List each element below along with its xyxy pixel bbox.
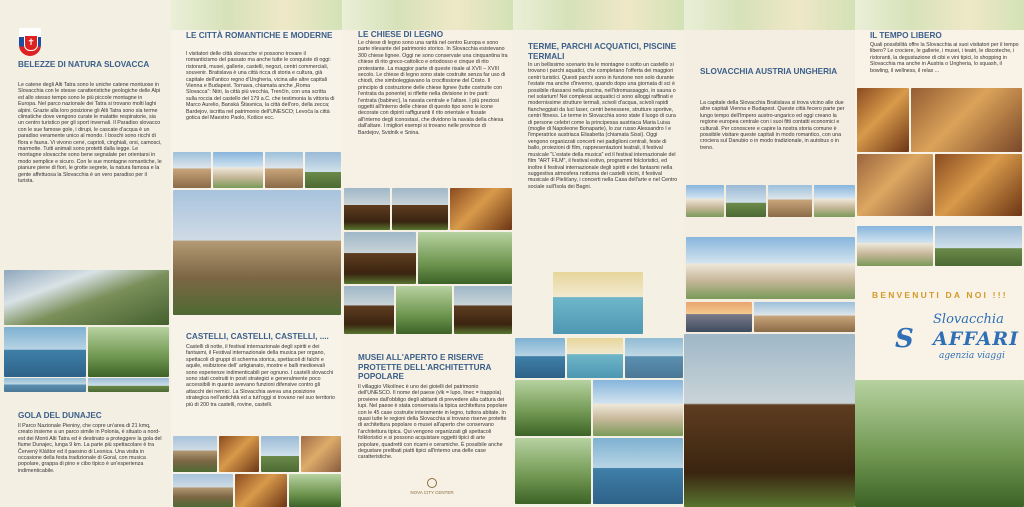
photo-wine-cellar (911, 88, 1022, 152)
photo-aquapark-3 (625, 338, 683, 378)
photo-spa-lady (553, 272, 643, 334)
heading-cities: LE CITTÀ ROMANTICHE E MODERNE (186, 31, 333, 40)
heading-spa: TERME, PARCHI ACQUATICI, PISCINE TERMALI (528, 42, 677, 61)
flowers-banner-5 (855, 0, 1024, 30)
photo-thermal-pool (593, 438, 683, 504)
photo-town-4 (305, 152, 341, 188)
photo-castle-1 (173, 436, 217, 472)
panel-cities (171, 0, 342, 507)
flowers-banner-4 (684, 0, 855, 30)
logo-initial: S (895, 324, 914, 354)
photo-castle-6 (289, 474, 341, 507)
badge-label: NOVA CITY CENTER (410, 490, 454, 495)
text-museums: Il villaggio Vlkolínec è uno dei gioielli del patrimonio dell'UNESCO. Il nome del paese (vlk = lupo, linec = trappola) proviene dall'obbligo degli abitanti di prevedere alla cattura dei lupi. Nel paese è stata conservata la tipica architettura popolare con le 45 case costruite interamente in legno, tuttora abitate. In quasi tutte le regioni della Slovacchia si trovano riserve protette di architettura popolare o musei all'aperto che conservano l'architettura tipica. Qui vengono organizzati gli spettacoli folkloristici e si possono acquistare oggetti tipici di arte popolare, quadretti con ricami e ceramiche. È possibile anche degustare prelibati piatti tipici all'interno una delle case caratteristiche. (358, 384, 508, 461)
logo-line1: Slovacchia (933, 312, 1004, 327)
photo-castle-2 (261, 436, 299, 472)
panel-churches (342, 0, 513, 507)
photo-rafting (4, 378, 86, 392)
photo-mountain-lake (4, 327, 86, 377)
photo-wooden-church-6 (396, 286, 452, 334)
photo-wooden-church-2 (392, 188, 448, 230)
photo-danube-evening (686, 302, 752, 332)
photo-castle-4 (173, 474, 233, 507)
photo-wooden-church-5 (344, 286, 394, 334)
photo-spa-building (593, 380, 683, 436)
photo-orava-castle (173, 190, 341, 315)
logo-line2: AFFARI (933, 328, 1020, 350)
photo-capital-1 (686, 185, 724, 217)
heading-castles: CASTELLI, CASTELLI, CASTELLI, .... (186, 332, 329, 341)
text-capitals: La capitale della Slovacchia Bratislava si trova vicino alle due altre capitali Vienna e Budapest. Queste città fecero parte per lungo tempo dell'Impero austro-ungarico ed oggi creano la regione europea centrale con i suoi fitti contatti economici e culturali. Per conoscere e capire la nostra storia comune è possibile visitare queste capitali in modo romantico, con una crociera sul Danubio o in modo tradizionale, in autobus o in treno. (700, 100, 845, 151)
photo-bar (857, 88, 909, 152)
photo-town-3 (265, 152, 303, 188)
slovakia-coat-of-arms-icon: ✝ (19, 28, 41, 56)
photo-restaurant (857, 154, 933, 216)
panel-capitals (684, 0, 855, 507)
text-leisure: Quali possibilità offre la Slovacchia ai suoi visitatori per il tempo libero? Le crociere, le gallerie, i musei, i teatri, le discoteche, i ristoranti, la degustazione di cibi e vini tipici, lo shopping in Slovacchia ma anche in Austria o Ungheria, lo squash, il bowling, il wellness, il relax ... (870, 42, 1019, 74)
city-center-icon (427, 478, 437, 488)
photo-cellar-restaurant (935, 154, 1022, 216)
photo-boat-cruise (935, 226, 1022, 266)
panel-spa (513, 0, 684, 507)
photo-wooden-house (684, 334, 855, 507)
photo-wooden-church-7 (454, 286, 512, 334)
text-castles: Castelli di notte, il festival internazionale degli spiriti e dei fantasmi, il Festival internazionale della musica per organo, spettacoli di gruppi di scherma storica, spettacoli di falchi e aquile, esibizione dell' artigianato, mostre e balli medioevali sono esperienze indimenticabili per ognuno. I castelli slovacchi sono stati costruiti in posti strategici e generalmente poco accessibili in quanto avevano funzioni difensive contro gli attacchi dei nemici. La Slovacchia aveva una posizione strategica nell'antichità ed a tutt'oggi si trovano nel suo territorio più di 200 tra castelli, rovine, castelli. (186, 344, 335, 408)
photo-capital-4 (814, 185, 855, 217)
nova-city-center-logo (402, 478, 462, 500)
photo-shopping (857, 226, 933, 266)
photo-valley (88, 327, 169, 377)
photo-wooden-church-1 (344, 188, 390, 230)
heading-leisure: IL TEMPO LIBERO (870, 31, 942, 40)
photo-village-houses (855, 380, 1024, 507)
heading-churches: LE CHIESE DI LEGNO (358, 30, 444, 39)
flowers-banner (171, 0, 342, 30)
photo-capital-3 (768, 185, 812, 217)
heading-museums: MUSEI ALL'APERTO E RISERVE PROTETTE DELL'ARCHITETTURA POPOLARE (358, 353, 492, 381)
flowers-banner-3 (513, 0, 684, 30)
photo-town-2 (213, 152, 263, 188)
text-churches: Le chiese di legno sono una rarità nel centro Europa e sono parte rilevante del patrimonio storico. In Slovacchia esistevano 300 chiese lignee. Oggi ne sono conservate una cinquantina tra chiese di rito greco-cattolico e ortodosso e cinque di rito protestante. La maggior parte di queste risale al XVII – XVIII secolo. Le chiese di legno sono state costruite senza far uso di chiodi, che simboleggiavano la crocifissione del Cristo. Il principio di costruzione delle chiese lignee (tutte costruite con l'entrata da ponente) si riflette nella divisione in tre parti: l'entrata (babinec), la navata centrale e l'altare. I più preziosi oggetti all'interno delle chiese di questo tipo sono le icone decorate con dipinti raffiguranti il rito orientale e fissate all'interno degli iconostasi, che dividono la navata della chiesa dall'altare. I migliori esempi si trovano nelle province di Bardejov, Svidník e Snina. (358, 40, 508, 136)
photo-castle-interior (219, 436, 259, 472)
photo-capital-2 (726, 185, 766, 217)
text-dunajec: Il Parco Nazionale Pieniny, che copre un'area di 21 kmq, creato insieme a un parco simile in Polonia, è situato a nord-est dei Monti Alti Tatra ed è destinato a proteggere la gola del fiume Dunajec, lunga 9 km. La parte più spettacolare è tra Červený Kláštor ed il paesino di Lesnica. Una visita in occasione della festa tradizionale di Goral, con musica popolare, grappa di pino e cibo tipico è un'esperienza indimenticabile. (18, 423, 162, 474)
photo-parliament (754, 302, 855, 332)
heading-nature: BELEZZE DI NATURA SLOVACCA (18, 60, 150, 69)
photo-aquapark-1 (515, 338, 565, 378)
text-cities: I visitatori delle città slovacche vi possono trovare il romanticismo del passato ma anche tutte le conquiste di oggi: ristoranti, musei, gallerie, castelli, negozi, centri commerciali, souvenir. Bratislava è una città ricca di storia e cultura, già capitale dell'antico regno d'Ungheria, vicina alle altre capitali Vienna e Budapest. Tornava, chiamata anche „Roma Slovacca": Nitri, la città più vecchia, Trenčín, con una scritta sulla roccia del castello del 179 a.C. che testimonia la vittoria di Marco Aurelio, Banská Štiavnica, la città dell'oro, della zecca; Bardejov, iscritta nel patrimonio dell'UNESCO; Levoča la città gotica del Maestro Paolo, Košice ecc. (186, 51, 335, 122)
panel-nature (0, 0, 171, 507)
photo-spa-park (515, 380, 591, 436)
photo-icon-altar (450, 188, 512, 230)
photo-grassalkovich-palace (686, 237, 855, 299)
panel-leisure (855, 0, 1024, 507)
heading-capitals: SLOVACCHIA AUSTRIA UNGHERIA (700, 67, 838, 76)
logo-line3: agenzia viaggi (939, 351, 1005, 361)
photo-castle-5 (235, 474, 287, 507)
flowers-banner-2 (342, 0, 513, 30)
photo-castle-3 (301, 436, 341, 472)
photo-tatra-mountains (4, 270, 169, 325)
photo-spa-garden (515, 438, 591, 504)
photo-aquapark-2 (567, 338, 623, 378)
photo-wooden-church-4 (418, 232, 512, 284)
heading-dunajec: GOLA DEL DUNAJEC (18, 411, 102, 420)
welcome-text: BENVENUTI DA NOI !!! (872, 290, 1008, 300)
photo-town-1 (173, 152, 211, 188)
text-spa: In un bellissimo scenario tra le montagne o sotto un castello si trovano i parchi aquatici, che completano l'offerta dei maggiori centri turistici. Questi parchi sono in funzione non solo durante l'estate ma anche d'inverno, quando dopo una giornata di sci è possibile rilassarsi nella piscina, nell'idromassaggio, in sauna o nel solarium! Nei complessi acquatici ci sono alloggi raffinati e modernissime strutture termali, scivoli d'acqua, scivoli rapidi fiancheggiati da luci laser, centri benessere, strutture sportive, centri fitness. Le terme in Slovacchia sono state il luogo di cura di persone celebri come la principessa austriaca Maria Luisa (moglie di Napoleone Bonaparte), lo zar russo Alessandro I e l'imperatrice austriaca Elisabetta (chiamata Sissi). Oggi vengono organizzati concerti nei padiglioni centrali, feste di ballo, proiezioni di film, rappresentazioni teatrali, il festival musicale "L'estate della musica" ed il festival internazionale del film "ART FILM", il festival estivo, programmi folcloristici, ed inoltre il festival internazionale degli spiriti e dei fantasmi nella suggestiva atmosfera notturna dei castelli vicini, il festival musicale di Piešťany, i concerti nella Casa dell'arte e nel Centro sociale sull'Isola dei Bagni. (528, 62, 678, 190)
photo-wooden-church-3 (344, 232, 416, 284)
text-nature: Le catene degli Alti Tatra sono le uniche catene montuose in Slovacchia con le stesse caratteristiche geologiche delle Alpi ed allo stesso tempo sono le più piccole montagne in Europa. Nel parco nazionale dei Tatra si trovano molti laghi alpini. Grazie alla loro posizione gli Alti Tatra sono sia terme climatiche dove vengono curate le malattie respiratorie, sia un centro turistico per gli sport invernali. Il Paradiso slovacco con le sue famose gole, i dirupi, le cascate d'acqua è un paradiso veramente unico al mondo. I boschi sono ricchi di flora e fauna. Vi vivono cervi, caprioli, cinghiali, orsi, camosci, marmotte. Tutti animali sono protetti dalla legge. Le montagne slovacche sono bene segnalate per orientarsi in modo semplice e sicuro. Con le sue montagne romantiche, le pianure piene di fiori, le grotte segrete, la natura famosa e la gente affettuosa la Slovacchia è un vero paradiso per il turista. (18, 82, 162, 185)
photo-landscape (88, 378, 169, 392)
